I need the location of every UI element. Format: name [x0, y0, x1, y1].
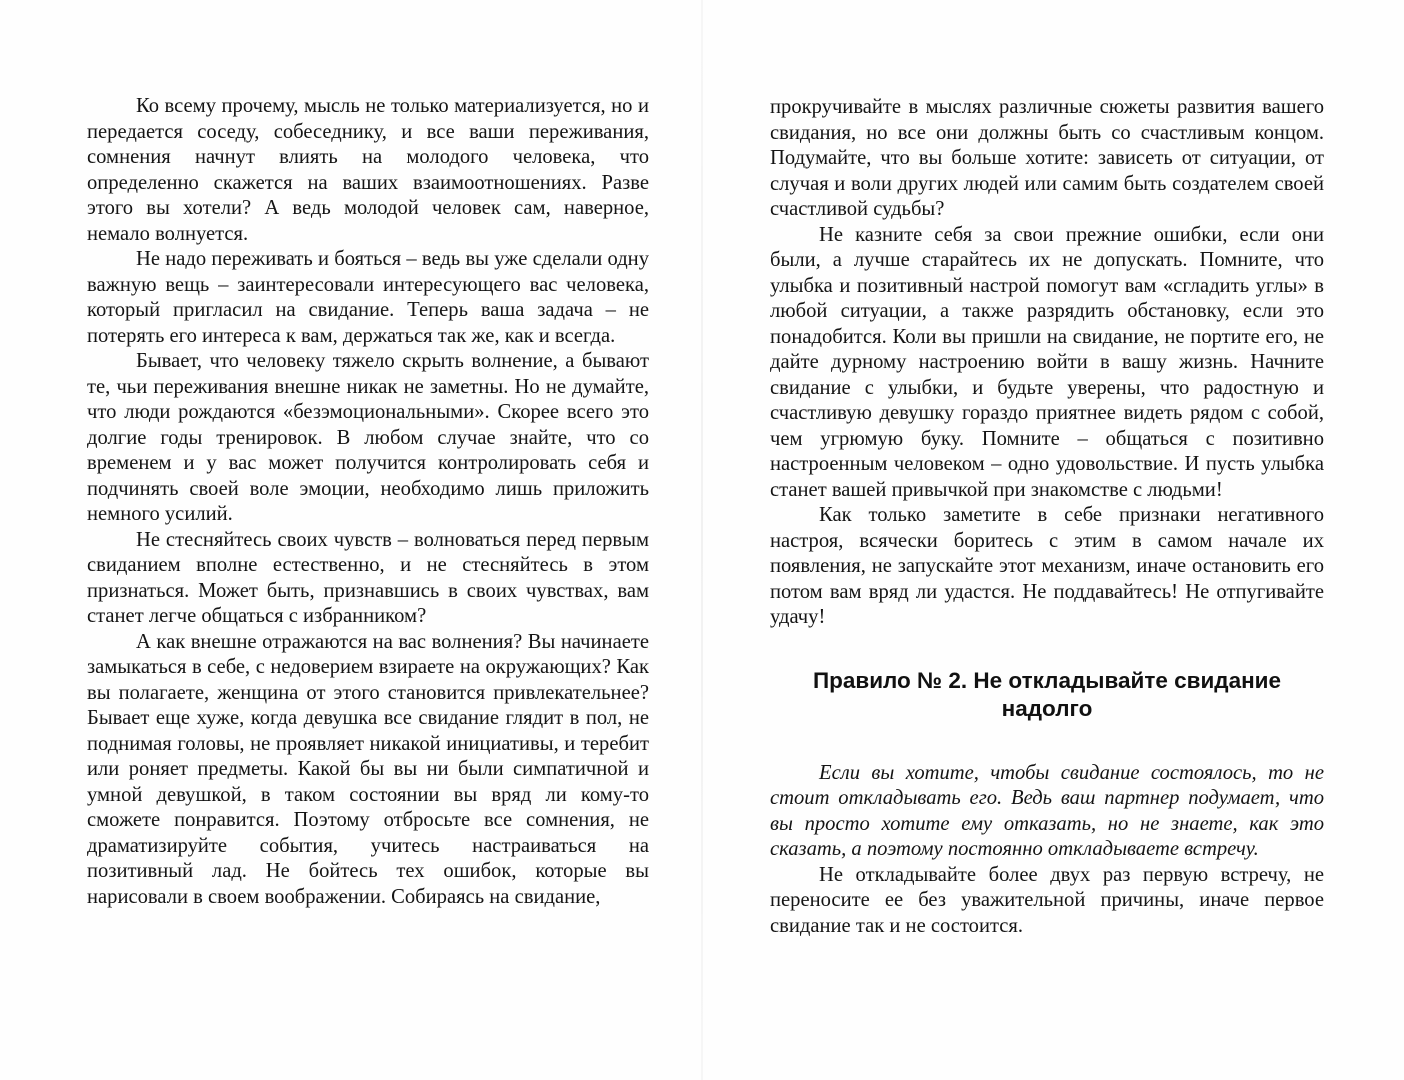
- left-paragraph-5: А как внешне отражаются на вас волнения? Вы начинаете замыкаться в себе, с недоверием взираете на окружающих? Как вы полагаете, женщина от этого становится привлекательнее? Бывает еще хуже, когда девушка все свидание глядит в пол, не поднимая головы, не проявляет никакой инициативы, и теребит или роняет предметы. Какой бы вы ни были симпатичной и умной девушкой, в таком состоянии вы вряд ли кому-то сможете понравится. Поэтому отбросьте все сомнения, не драматизируйте события, учитесь настраиваться на позитивный лад. Не бойтесь тех ошибок, которые вы нарисовали в своем воображении. Собираясь на свидание,: [87, 630, 649, 908]
- italic-summary-paragraph: Если вы хотите, чтобы свидание состоялось, то не стоит откладывать его. Ведь ваш партнер подумает, что вы просто хотите ему отказать, но не знаете, как это сказать, а поэтому постоянно откладываете встречу.: [770, 761, 1324, 860]
- left-paragraph-1: Ко всему прочему, мысль не только материализуется, но и передается соседу, собеседнику, и все ваши переживания, сомнения начнут влиять на молодого человека, что определенно скажется на ваших взаимоотношениях. Разве этого вы хотели? А ведь молодой человек сам, наверное, немало волнуется.: [87, 95, 649, 245]
- section-heading: Правило № 2. Не откладывайте свидание надолго: [812, 667, 1282, 721]
- right-page: [770, 95, 1324, 939]
- right-paragraph-2: Как только заметите в себе признаки негативного настроя, всячески боритесь с этим в самом начале их появления, не запускайте этот механизм, иначе остановить его потом вам вряд ли удастся. Не поддавайтесь! Не отпугивайте удачу!: [770, 504, 1324, 628]
- heading-spacer: [770, 723, 1324, 761]
- left-paragraph-4: Не стесняйтесь своих чувств – волноваться перед первым свиданием вполне естественно, и не стесняйтесь в этом признаться. Может быть, признавшись в своих чувствах, вам станет легче общаться с избранником?: [87, 528, 649, 627]
- right-final-paragraph: Не откладывайте более двух раз первую встречу, не переносите ее без уважительной причины, иначе первое свидание так и не состоится.: [770, 863, 1324, 937]
- right-paragraph-1: Не казните себя за свои прежние ошибки, если они были, а лучше старайтесь их не допускать. Помните, что улыбка и позитивный настрой помогут вам «сгладить углы» в любой ситуации, а также разрядить обстановку, если это понадобится. Коли вы пришли на свидание, не портите его, не дайте дурному настроению войти в вашу жизнь. Начните свидание с улыбки, и будьте уверены, что радостную и счастливую девушку гораздо приятнее видеть рядом с собой, чем угрюмую буку. Помните – общаться с позитивно настроенным человеком – одно удовольствие. И пусть улыбка станет вашей привычкой при знакомстве с людьми!: [770, 223, 1324, 501]
- right-continuation-paragraph: прокручивайте в мыслях различные сюжеты развития вашего свидания, но все они должны быть со счастливым концом. Подумайте, что вы больше хотите: зависеть от ситуации, от случая и воли других людей или самим быть создателем своей счастливой судьбы?: [770, 96, 1324, 220]
- left-paragraph-2: Не надо переживать и бояться – ведь вы уже сделали одну важную вещь – заинтересовали интересующего вас человека, который пригласил на свидание. Теперь ваша задача – не потерять его интереса к вам, держаться так же, как и всегда.: [87, 248, 649, 347]
- left-paragraph-3: Бывает, что человеку тяжело скрыть волнение, а бывают те, чьи переживания внешне никак не заметны. Но не думайте, что люди рождаются «безэмоциональными». Скорее всего это долгие годы тренировок. В любом случае знайте, что со временем и у вас может получится контролировать себя и подчинять своей воле эмоции, необходимо лишь приложить немного усилий.: [87, 350, 649, 525]
- left-page: [87, 94, 649, 910]
